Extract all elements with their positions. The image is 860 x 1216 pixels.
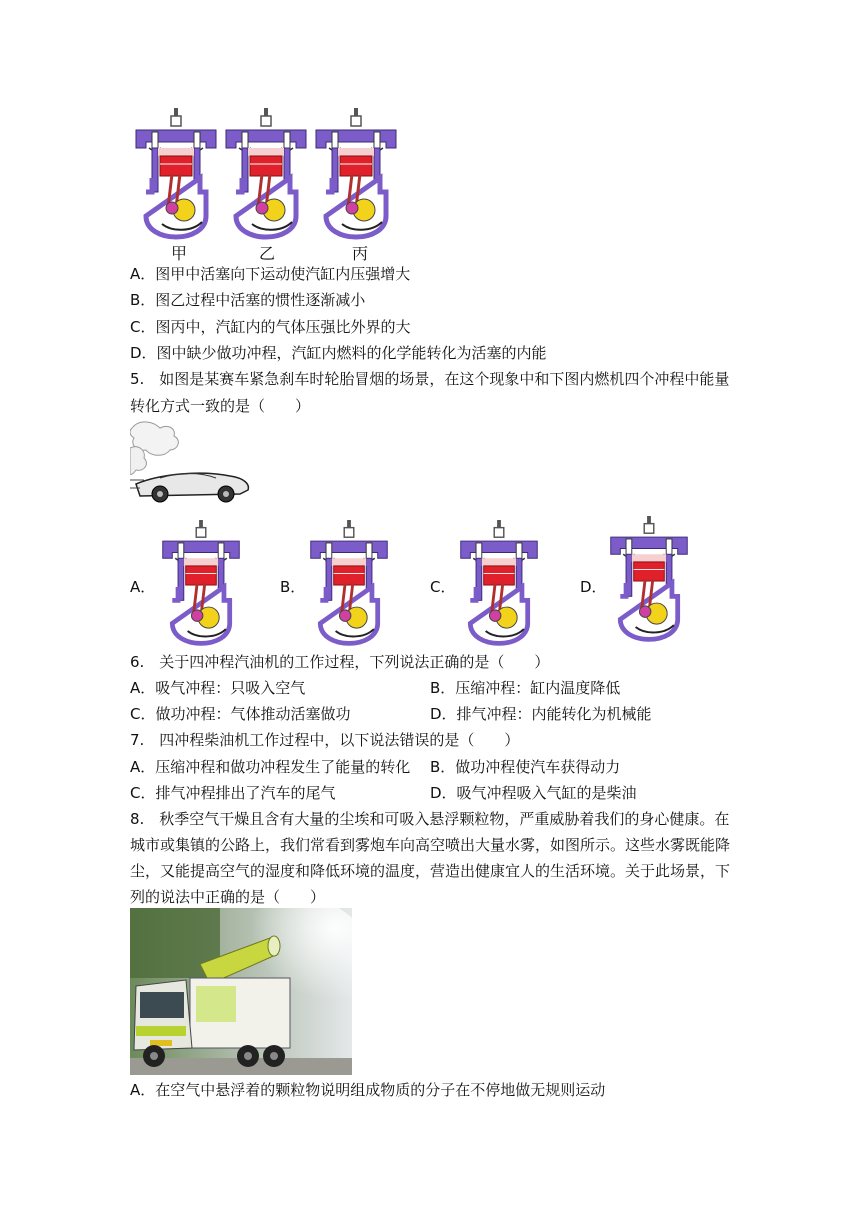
engine-option-c: [456, 520, 542, 652]
q6-option-b: B．压缩冲程：缸内温度降低: [430, 679, 621, 697]
q6-option-a: A．吸气冲程：只吸入空气: [130, 679, 306, 697]
q7-stem: 7. 四冲程柴油机工作过程中，以下说法错误的是（ ）: [130, 731, 520, 749]
q5-option-c-label: C．: [430, 578, 456, 596]
q8-stem-line1: 8. 秋季空气干燥且含有大量的尘埃和可吸入悬浮颗粒物，严重威胁着我们的身心健康。在: [130, 810, 730, 828]
q8-stem-line2: 城市或集镇的公路上，我们常看到雾炮车向高空喷出大量水雾，如图所示。这些水雾既能降: [130, 836, 731, 854]
q4-option-a: A．图甲中活塞向下运动使汽缸内压强增大: [130, 265, 411, 283]
q6-option-d: D．排气冲程：内能转化为机械能: [430, 705, 652, 723]
engine-diagram-bing: [312, 108, 400, 246]
q4-option-b: B．图乙过程中活塞的惯性逐渐减小: [130, 291, 366, 309]
engine-diagram-yi: [222, 108, 310, 246]
engine-diagram-jia: [132, 108, 220, 246]
engine-option-b: [306, 520, 392, 652]
engine-option-a: [158, 520, 244, 652]
race-car-smoke-image: [130, 418, 250, 510]
q8-option-a: A．在空气中悬浮着的颗粒物说明组成物质的分子在不停地做无规则运动: [130, 1081, 606, 1099]
q8-stem-line4: 列的说法中正确的是（ ）: [130, 888, 326, 906]
caption-bing: 丙: [352, 244, 369, 263]
q7-option-d: D．吸气冲程吸入气缸的是柴油: [430, 784, 637, 802]
q4-option-d: D．图中缺少做功冲程，汽缸内燃料的化学能转化为活塞的内能: [130, 344, 547, 362]
q5-option-d-label: D．: [580, 578, 607, 596]
q5-stem-line2: 转化方式一致的是（ ）: [130, 397, 311, 415]
q5-option-a-label: A．: [130, 578, 156, 596]
q5-option-b-label: B．: [280, 578, 306, 596]
q5-stem-line1: 5. 如图是某赛车紧急刹车时轮胎冒烟的场景，在这个现象中和下图内燃机四个冲程中能量: [130, 370, 730, 388]
q7-option-b: B．做功冲程使汽车获得动力: [430, 758, 621, 776]
q8-stem-line3: 尘，又能提高空气的湿度和降低环境的温度，营造出健康宜人的生活环境。关于此场景，下: [130, 862, 731, 880]
fog-cannon-truck-photo: [130, 908, 352, 1075]
q7-option-c: C．排气冲程排出了汽车的尾气: [130, 784, 336, 802]
caption-yi: 乙: [259, 244, 276, 263]
q6-option-c: C．做功冲程：气体推动活塞做功: [130, 705, 351, 723]
caption-jia: 甲: [171, 244, 188, 263]
q7-option-a: A．压缩冲程和做功冲程发生了能量的转化: [130, 758, 411, 776]
engine-option-d: [606, 516, 692, 648]
q6-stem: 6. 关于四冲程汽油机的工作过程，下列说法正确的是（ ）: [130, 653, 550, 671]
q4-option-c: C．图丙中，汽缸内的气体压强比外界的大: [130, 318, 411, 336]
